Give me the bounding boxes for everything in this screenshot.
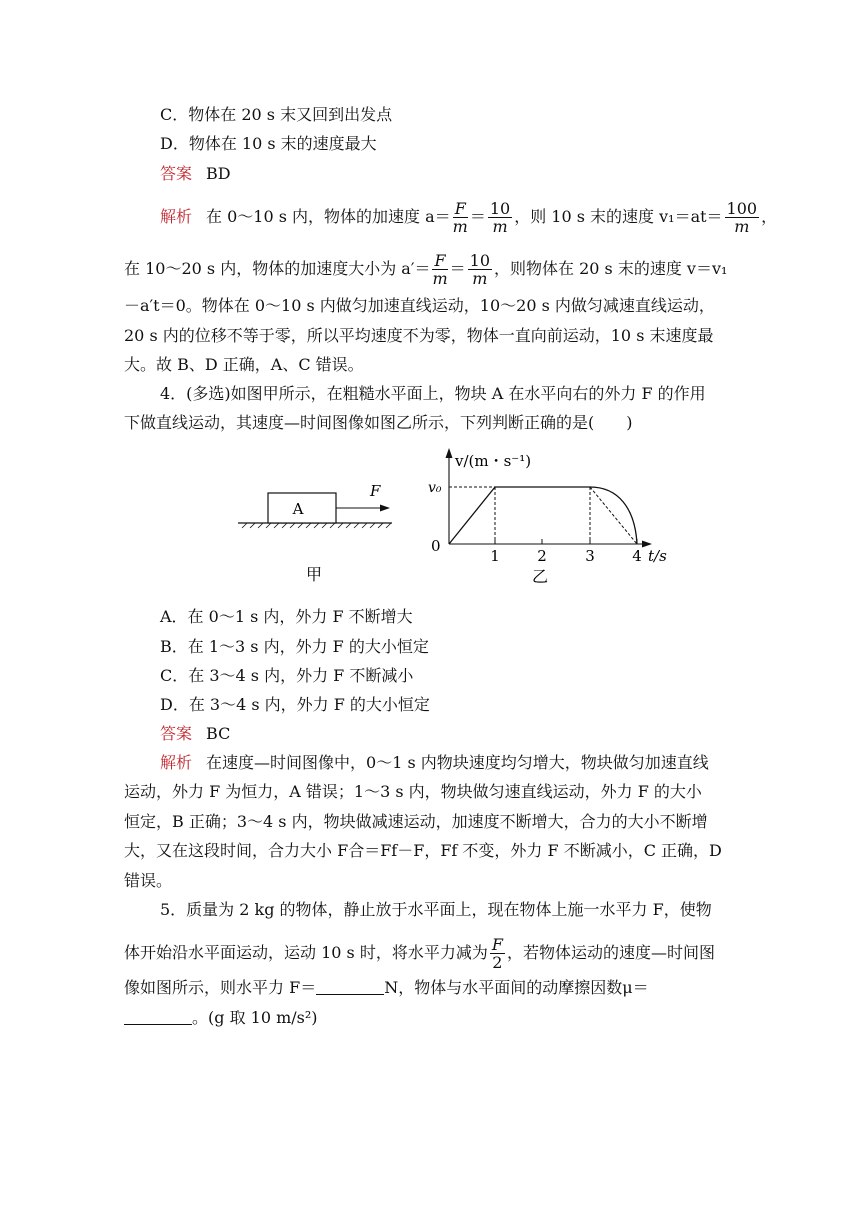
block-label: A [292, 500, 304, 518]
q5-stem-line-4: 。(g 取 10 m/s²) [124, 1008, 744, 1028]
fraction: $\frac{F}{m}$ [452, 199, 468, 236]
q4-stem-line-1: 4．(多选)如图甲所示，在粗糙水平面上，物块 A 在水平向右的外力 F 的作用 [160, 384, 706, 403]
analysis-label: 解析 [160, 753, 193, 772]
caption-left: 甲 [305, 565, 323, 584]
q3-answer [160, 164, 780, 184]
q3-analysis-line-5: 大。故 B、D 正确，A、C 错误。 [124, 355, 364, 374]
force-label: F [370, 482, 381, 500]
fraction: $\frac{100}{m}$ [726, 199, 758, 236]
velocity-line [449, 487, 590, 544]
q4-figure [224, 440, 676, 598]
q4-answer [160, 724, 780, 744]
q4-option-d: D．在 3～4 s 内，外力 F 的大小恒定 [160, 695, 430, 714]
q3-analysis-line-2: 在 10～20 s 内，物体的加速度大小为 a′＝ $\frac{F}{m}$ ＝ $\frac{10}{m}$ ，则物体在 20 s 末的速度 v＝v₁ [124, 251, 728, 288]
uniform-decel-guide [590, 487, 637, 544]
q3-analysis-line-1: 解析 在 0～10 s 内，物体的加速度 a＝ $\frac{F}{m}$ ＝ $\frac{10}{m}$ ，则 10 s 末的速度 v₁＝at＝ $\frac{100}{m}$ ， [160, 199, 778, 236]
q4-analysis-line-3: 恒定，B 正确；3～4 s 内，物块做减速运动，加速度不断增大，合力的大小不断增 [124, 812, 708, 831]
answer-value: BD [206, 164, 231, 183]
q4-analysis-line-2: 运动，外力 F 为恒力，A 错误；1～3 s 内，物块做匀速直线运动，外力 F 的大小 [124, 782, 702, 801]
q4-analysis-line-4: 大，又在这段时间，合力大小 F合＝Ff－F，Ff 不变，外力 F 不断减小，C 正确，D [124, 841, 722, 860]
q4-option-b: B．在 1～3 s 内，外力 F 的大小恒定 [160, 637, 429, 656]
y-axis-label: v/(m・s⁻¹) [455, 452, 532, 470]
answer-value: BC [206, 724, 231, 743]
analysis-label: 解析 [160, 207, 193, 226]
q4-option-a: A．在 0～1 s 内，外力 F 不断增大 [160, 607, 413, 626]
q4-analysis-line-5: 错误。 [124, 871, 173, 890]
x-tick-label: 3 [585, 547, 595, 565]
q3-option-c: C．物体在 20 s 末又回到出发点 [160, 105, 393, 124]
fraction: $\frac{F}{2}$ [491, 935, 503, 972]
q5-stem-line-2: 体开始沿水平面运动，运动 10 s 时，将水平力减为 $\frac{F}{2}$ ，若物体运动的速度—时间图 [124, 935, 715, 972]
answer-blank-force[interactable] [316, 978, 384, 995]
x-tick-marks [495, 539, 637, 544]
q4-analysis-line-1: 解析 在速度—时间图像中，0～1 s 内物块速度均匀增大，物块做匀加速直线 [160, 753, 709, 772]
v0-label: v₀ [428, 480, 442, 496]
caption-right: 乙 [531, 567, 549, 586]
x-axis-label: t/s [648, 547, 667, 565]
answer-label: 答案 [160, 724, 193, 743]
q3-option-d: D．物体在 10 s 末的速度最大 [160, 134, 377, 153]
y-axis-arrow [446, 448, 453, 458]
x-tick-label: 4 [632, 547, 642, 565]
q3-analysis-line-4: 20 s 内的位移不等于零，所以平均速度不为零，物体一直向前运动，10 s 末速度最 [124, 326, 714, 345]
q5-stem-line-1: 5．质量为 2 kg 的物体，静止放于水平面上，现在物体上施一水平力 F，使物 [160, 900, 712, 919]
ground-hatching [242, 523, 391, 528]
origin-label: 0 [431, 537, 441, 555]
arrow-head [380, 505, 390, 512]
fraction: $\frac{10}{m}$ [469, 251, 490, 288]
answer-label: 答案 [160, 164, 193, 183]
q3-analysis-line-3: －a′t＝0。物体在 0～10 s 内做匀加速直线运动，10～20 s 内做匀减速直线运动， [124, 296, 715, 315]
answer-blank-friction[interactable] [124, 1008, 192, 1025]
x-tick-label: 1 [490, 547, 500, 565]
q4-option-c: C．在 3～4 s 内，外力 F 不断减小 [160, 666, 414, 685]
fraction: $\frac{F}{m}$ [432, 251, 448, 288]
fraction: $\frac{10}{m}$ [489, 199, 511, 236]
x-tick-label: 2 [537, 547, 547, 565]
q5-stem-line-3: 像如图所示，则水平力 F＝ N，物体与水平面间的动摩擦因数μ＝ [124, 978, 649, 997]
q4-stem-line-2: 下做直线运动，其速度—时间图像如图乙所示，下列判断正确的是( ) [124, 413, 633, 432]
